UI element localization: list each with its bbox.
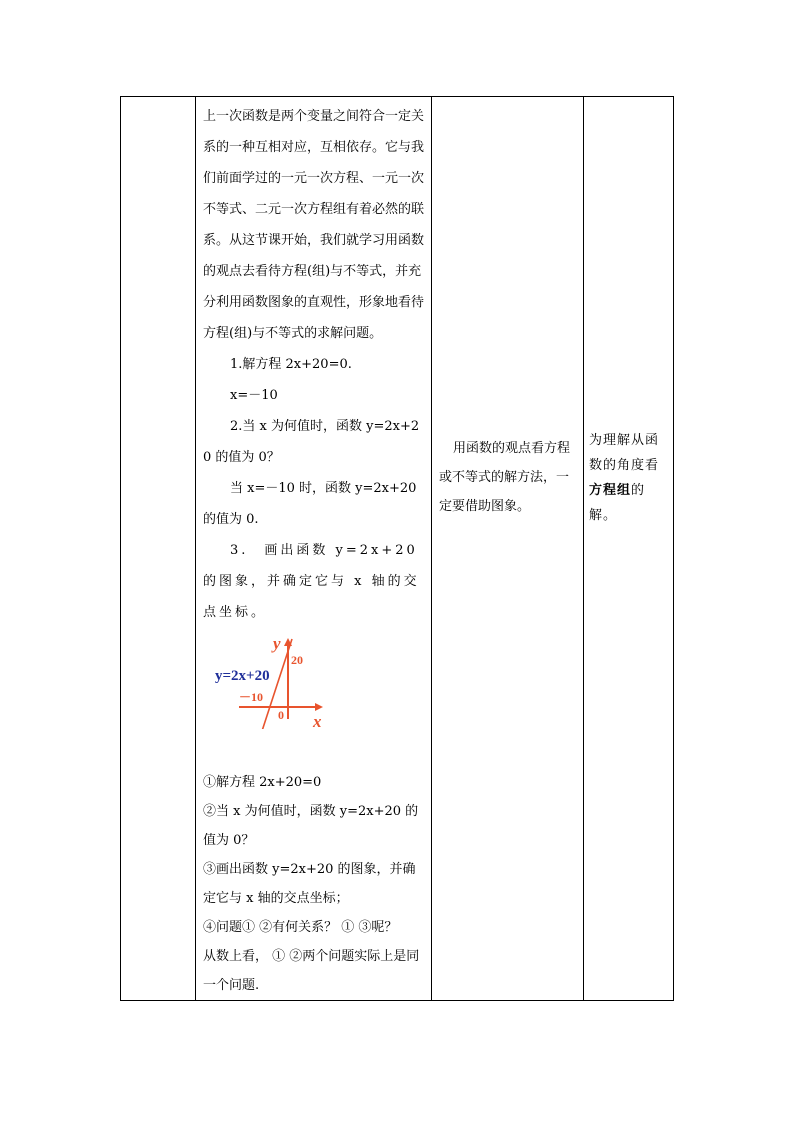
x-axis-label: x — [313, 712, 322, 729]
answer-2: 当 x=－10 时，函数 y=2x+20 的值为 0. — [203, 481, 417, 527]
summary-4: ④问题① ②有何关系？ ① ③呢？ — [203, 920, 398, 935]
summary-1: ①解方程 2x+20=0 — [203, 775, 322, 790]
answer-1: x=－10 — [230, 388, 278, 403]
x-axis-arrow — [315, 703, 323, 711]
question-2: 2.当 x 为何值时，函数 y=2x+20 的值为 0？ — [203, 419, 420, 465]
summary-5: 从数上看， ① ②两个问题实际上是同一个问题. — [203, 949, 420, 993]
purpose-text-post: 的解。 — [589, 482, 646, 523]
method-text: 用函数的观点看方程或不等式的解方法，一定要借助图象。 — [439, 441, 571, 514]
purpose-text-bold: 方程组 — [589, 482, 632, 498]
question-3: 3. 画出函数 y=2x+20 的图象，并确定它与 x 轴的交点坐标。 — [203, 543, 420, 620]
intro-paragraph: 上一次函数是两个变量之间符合一定关系的一种互相对应，互相依存。它与我们前面学过的一元一次方程、一元一次不等式、二元一次方程组有着必然的联系。从这节课开始，我们就学习用函数的观点去看待方程(组)与不等式，并充分利用函数图象的直观性，形象地看待方程(组)与不等式的求解问题。 — [203, 109, 425, 341]
purpose-text-pre: 为理解从函数的角度看 — [589, 432, 660, 473]
purpose-cell — [584, 97, 674, 1001]
teaching-content-cell — [196, 97, 432, 1001]
summary-2: ②当 x 为何值时，函数 y=2x+20 的值为 0？ — [203, 804, 419, 848]
purpose-text — [589, 428, 670, 528]
equation-label: y=2x+20 — [215, 668, 270, 684]
method-cell — [432, 97, 584, 1001]
summary-3: ③画出函数 y=2x+20 的图象，并确定它与 x 轴的交点坐标； — [203, 862, 416, 906]
y-intercept-label: 20 — [291, 653, 303, 667]
origin-label: 0 — [278, 708, 284, 722]
table-row — [121, 97, 674, 1001]
function-graph — [203, 628, 426, 768]
y-axis-label: y — [273, 634, 281, 653]
empty-cell — [121, 97, 196, 1001]
question-1: 1.解方程 2x+20=0. — [230, 357, 352, 372]
x-intercept-label: －10 — [239, 690, 264, 704]
lesson-table — [120, 96, 674, 1001]
graph-svg — [203, 634, 343, 729]
